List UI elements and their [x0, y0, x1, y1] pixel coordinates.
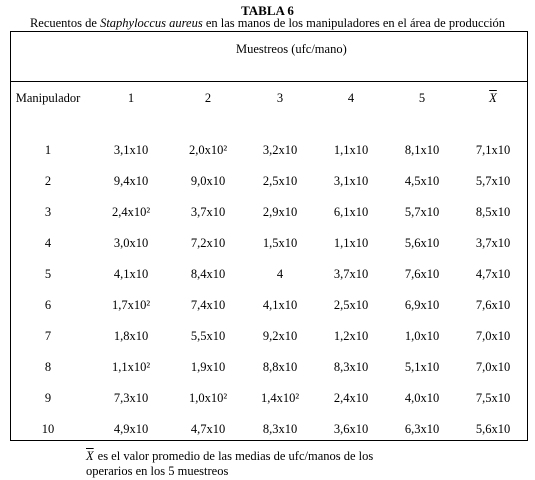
table-cell: 4,0x10 — [404, 391, 440, 405]
table-cell: 5,6x10 — [475, 422, 511, 436]
footnote — [86, 449, 373, 479]
table-cell: 2,5x10 — [262, 174, 298, 188]
table-cell: 4,9x10 — [113, 422, 149, 436]
table-cell: 3,2x10 — [262, 143, 298, 157]
header-muestreo-2: 2 — [204, 91, 212, 105]
table-cell: 7,6x10 — [404, 267, 440, 281]
table-cell: 4,7x10 — [475, 267, 511, 281]
table-cell: 1,1x10² — [111, 360, 151, 374]
table-cell: 1,0x10² — [188, 391, 228, 405]
table-cell: 3,1x10 — [113, 143, 149, 157]
table-cell: 5,6x10 — [404, 236, 440, 250]
table-cell: 3,7x10 — [190, 205, 226, 219]
table-cell: 1,8x10 — [113, 329, 149, 343]
table-cell: 9,2x10 — [262, 329, 298, 343]
footnote-line-2: operarios en los 5 muestreos — [86, 464, 229, 478]
table-cell: 8,3x10 — [333, 360, 369, 374]
row-id: 5 — [44, 267, 52, 281]
table-cell: 3,0x10 — [113, 236, 149, 250]
table-cell: 5,7x10 — [475, 174, 511, 188]
table-cell: 2,4x10² — [111, 205, 151, 219]
table-cell: 1,0x10 — [404, 329, 440, 343]
table-cell: 4,1x10 — [262, 298, 298, 312]
table-cell: 8,8x10 — [262, 360, 298, 374]
table-cell: 1,7x10² — [111, 298, 151, 312]
row-id: 2 — [44, 174, 52, 188]
table-cell: 7,3x10 — [113, 391, 149, 405]
table-cell: 1,1x10 — [333, 236, 369, 250]
table-title: TABLA 6 — [241, 3, 294, 18]
table-cell: 7,0x10 — [475, 329, 511, 343]
table-cell: 8,4x10 — [190, 267, 226, 281]
table-cell: 6,9x10 — [404, 298, 440, 312]
table-cell: 8,1x10 — [404, 143, 440, 157]
row-id: 7 — [44, 329, 52, 343]
table-cell: 1,4x10² — [260, 391, 300, 405]
table-cell: 2,4x10 — [333, 391, 369, 405]
table-cell: 9,0x10 — [190, 174, 226, 188]
table-cell: 1,2x10 — [333, 329, 369, 343]
header-mean — [489, 91, 497, 106]
header-muestreo-4: 4 — [347, 91, 355, 105]
row-id: 9 — [44, 391, 52, 405]
table-cell: 7,4x10 — [190, 298, 226, 312]
header-muestreo-1: 1 — [127, 91, 135, 105]
table-cell: 2,9x10 — [262, 205, 298, 219]
row-id: 8 — [44, 360, 52, 374]
table-cell: 9,4x10 — [113, 174, 149, 188]
table-cell: 7,6x10 — [475, 298, 511, 312]
table-cell: 3,1x10 — [333, 174, 369, 188]
row-id: 6 — [44, 298, 52, 312]
table-cell: 2,0x10² — [188, 143, 228, 157]
table-cell: 6,1x10 — [333, 205, 369, 219]
subtitle-prefix: Recuentos de — [29, 16, 101, 30]
group-header: Muestreos (ufc/mano) — [236, 42, 347, 56]
table-subtitle — [0, 16, 535, 31]
table-cell: 4,5x10 — [404, 174, 440, 188]
table-cell: 1,1x10 — [333, 143, 369, 157]
table-cell: 4,1x10 — [113, 267, 149, 281]
table-cell: 1,9x10 — [190, 360, 226, 374]
table-cell: 4 — [276, 267, 284, 281]
table-cell: 4,7x10 — [190, 422, 226, 436]
table-cell: 1,5x10 — [262, 236, 298, 250]
row-id: 3 — [44, 205, 52, 219]
row-id: 4 — [44, 236, 52, 250]
table-cell: 7,5x10 — [475, 391, 511, 405]
row-id: 10 — [41, 422, 55, 436]
table-cell: 5,1x10 — [404, 360, 440, 374]
table-cell: 2,5x10 — [333, 298, 369, 312]
table-cell: 7,0x10 — [475, 360, 511, 374]
mean-symbol: $\overline{X}$ — [489, 91, 497, 105]
table-cell: 3,7x10 — [475, 236, 511, 250]
table-cell: 3,7x10 — [333, 267, 369, 281]
table-cell: 8,3x10 — [262, 422, 298, 436]
row-id: 1 — [44, 143, 52, 157]
footnote-line-1: es el valor promedio de las medias de ufc/manos de los — [97, 449, 374, 463]
subtitle-species: Staphyloccus aureus — [100, 16, 203, 30]
table-cell: 7,2x10 — [190, 236, 226, 250]
header-muestreo-5: 5 — [418, 91, 426, 105]
header-muestreo-3: 3 — [276, 91, 284, 105]
header-manipulador: Manipulador — [15, 91, 81, 105]
table-cell: 5,7x10 — [404, 205, 440, 219]
table-cell: 7,1x10 — [475, 143, 511, 157]
header-divider — [10, 81, 528, 82]
table-cell: 3,6x10 — [333, 422, 369, 436]
table-cell: 5,5x10 — [190, 329, 226, 343]
table-cell: 6,3x10 — [404, 422, 440, 436]
table-cell: 8,5x10 — [475, 205, 511, 219]
footnote-symbol: $\overline{X}$ — [86, 449, 94, 463]
subtitle-suffix: en las manos de los manipuladores en el área de producción — [202, 16, 506, 30]
